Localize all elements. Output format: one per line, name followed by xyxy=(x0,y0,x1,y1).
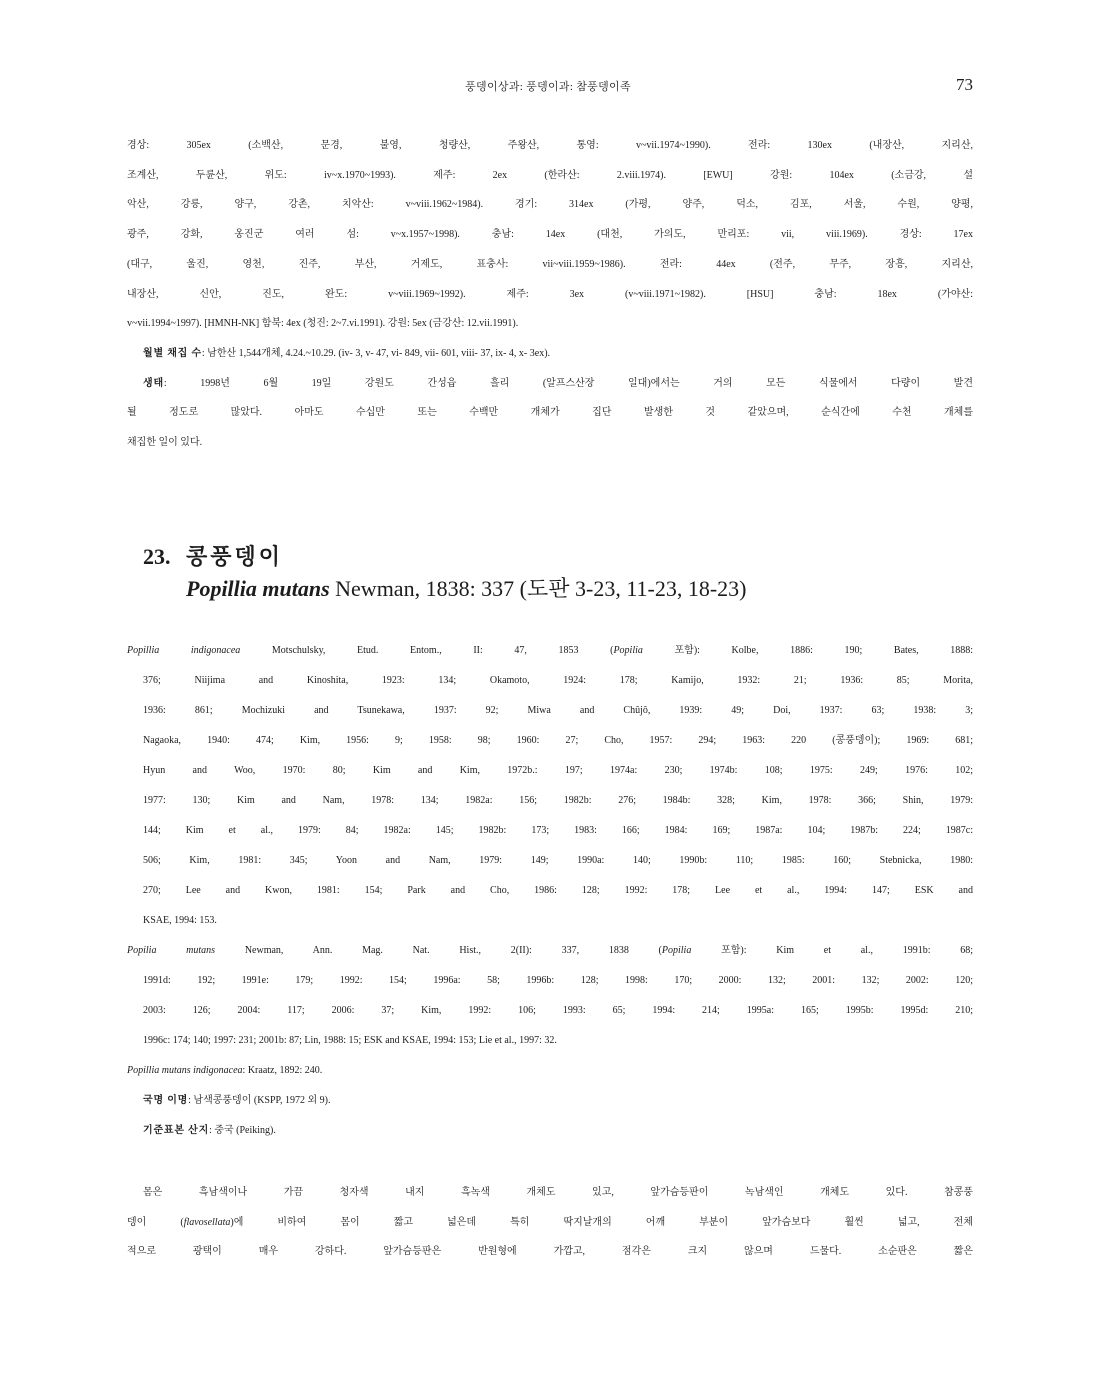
synonym-entry-first-line xyxy=(127,936,973,966)
ecology-label: 생태 xyxy=(143,377,164,389)
korean-synonym-text: : 남색콩풍뎅이 (KSPP, 1972 외 9). xyxy=(188,1095,331,1106)
synonym-genus-reference: Popilia xyxy=(613,645,643,656)
description-text: )에 비하여 몸이 짧고 넓은데 특히 딱지날개의 어깨 부분이 앞가슴보다 훨씬 넓고, 전체 xyxy=(230,1216,973,1228)
description-line: 적으로 광택이 매우 강하다. 앞가슴등판은 반원형에 가깝고, 점각은 크지 않으며 드물다. 소순판은 짧은 xyxy=(127,1246,973,1257)
synonym-reference-line: Nagaoka, 1940: 474; Kim, 1956: 9; 1958: 98; 1960: 27; Cho, 1957: 294; 1963: 220 (콩풍뎅이); 1969: 681; xyxy=(143,735,973,746)
synonym-reference-line: KSAE, 1994: 153. xyxy=(143,915,217,926)
type-locality-label: 기준표본 산지 xyxy=(143,1125,210,1136)
synonym-name: Popilia mutans xyxy=(127,945,216,956)
record-line: 악산, 강릉, 양구, 강촌, 치악산: v~viii.1962~1984). 경기: 314ex (가평, 양주, 덕소, 김포, 서울, 수원, 양평, xyxy=(127,199,973,211)
synonym-entry-first-line xyxy=(127,636,973,666)
synonym-reference-line: 2003: 126; 2004: 117; 2006: 37; Kim, 1992: 106; 1993: 65; 1994: 214; 1995a: 165; 1995b: 1995d: 210; xyxy=(143,1005,973,1016)
synonym-reference-line: 376; Niijima and Kinoshita, 1923: 134; Okamoto, 1924: 178; Kamijo, 1932: 21; 1936: 85; Morita, xyxy=(143,675,973,686)
synonym-reference-line: Hyun and Woo, 1970: 80; Kim and Kim, 1972b.: 197; 1974a: 230; 1974b: 108; 1975: 249; 1976: 102; xyxy=(143,765,973,776)
synonym-citation-continued: 포함): Kolbe, 1886: 190; Bates, 1888: xyxy=(642,645,974,656)
synonym-citation: : Kraatz, 1892: 240. xyxy=(242,1065,323,1076)
synonym-reference-line: 1936: 861; Mochizuki and Tsunekawa, 1937: 92; Miwa and Chûjô, 1939: 49; Doi, 1937: 63; 1938: 3; xyxy=(143,705,973,716)
synonym-citation-continued: 포함): Kim et al., 1991b: 68; xyxy=(691,945,973,956)
species-scientific-line xyxy=(127,573,973,605)
synonym-entry-first-line xyxy=(127,1056,973,1086)
monthly-collection-text: : 남한산 1,544개체, 4.24.~10.29. (iv- 3, v- 47, vi- 849, vii- 601, viii- 37, ix- 4, x- 3ex). xyxy=(201,347,551,359)
synonym-reference-line: 1991d: 192; 1991e: 179; 1992: 154; 1996a: 58; 1996b: 128; 1998: 170; 2000: 132; 2001: 132; 2002: 120; xyxy=(143,975,973,986)
record-line: 조계산, 두륜산, 위도: iv~x.1970~1993). 제주: 2ex (한라산: 2.viii.1974). [EWU] 강원: 104ex (소금강, 설 xyxy=(127,169,973,181)
specimen-records-section xyxy=(127,131,973,458)
species-title-line xyxy=(127,541,973,573)
synonym-name: Popillia indigonacea xyxy=(127,645,241,656)
ecology-text: : 1998년 6월 19일 강원도 간성읍 흘리 (알프스산장 일대)에서는 거의 모든 식물에서 다량이 발견 xyxy=(163,377,973,389)
synonym-reference-line: 270; Lee and Kwon, 1981: 154; Park and Cho, 1986: 128; 1992: 178; Lee et al., 1994: 147; ESK and xyxy=(143,885,973,896)
ecology-line xyxy=(127,369,973,399)
korean-synonym-line xyxy=(127,1086,973,1116)
record-line: 경상: 305ex (소백산, 문경, 불영, 청량산, 주왕산, 통영: v~vii.1974~1990). 전라: 130ex (내장산, 지리산, xyxy=(127,140,973,151)
species-number: 23. xyxy=(143,544,171,569)
species-scientific-name: Popillia mutans xyxy=(186,576,330,601)
monthly-collection-label: 월별 채집 수 xyxy=(143,347,202,359)
ecology-line: 채집한 일이 있다. xyxy=(127,437,203,449)
synonym-reference-line: 506; Kim, 1981: 345; Yoon and Nam, 1979: 149; 1990a: 140; 1990b: 110; 1985: 160; Stebnicka, 1980: xyxy=(143,855,973,866)
synonym-reference-line: 1996c: 174; 140; 1997: 231; 2001b: 87; Lin, 1988: 15; ESK and KSAE, 1994: 153; Lie et al., 1997: 32. xyxy=(143,1035,557,1046)
synonym-genus-reference: Popilia xyxy=(661,945,692,956)
description-text: 뎅이 ( xyxy=(127,1216,184,1228)
species-korean-name: 콩풍뎅이 xyxy=(186,544,284,569)
species-reference: flavosellata xyxy=(183,1216,231,1228)
record-line: (대구, 울진, 영천, 진주, 부산, 거제도, 표충사: vii~viii.1959~1986). 전라: 44ex (전주, 무주, 장흥, 지리산, xyxy=(127,258,973,270)
type-locality-line xyxy=(127,1116,973,1146)
record-line: v~vii.1994~1997). [HMNH-NK] 함북: 4ex (청진: 2~7.vi.1991). 강원: 5ex (금강산: 12.vii.1991). xyxy=(127,318,519,330)
synonymy-section xyxy=(127,636,973,1146)
ecology-line: 될 정도로 많았다. 아마도 수십만 또는 수백만 개체가 집단 발생한 것 같았으며, 순식간에 수천 개체를 xyxy=(127,407,973,419)
korean-synonym-label: 국명 이명 xyxy=(143,1095,189,1106)
synonym-name: Popillia mutans indigonacea xyxy=(127,1065,243,1076)
description-line: 몸은 흑남색이나 가끔 청자색 내지 흑녹색 개체도 있고, 앞가슴등판이 녹남색인 개체도 있다. 참콩풍 xyxy=(143,1187,973,1198)
page-number: 73 xyxy=(956,75,973,94)
species-authority: Newman, 1838: 337 (도판 3-23, 11-23, 18-23) xyxy=(335,576,747,601)
running-title: 풍뎅이상과: 풍뎅이과: 참풍뎅이족 xyxy=(465,81,631,93)
synonym-citation: Motschulsky, Etud. Entom., II: 47, 1853 ( xyxy=(240,645,614,656)
synonym-reference-line: 144; Kim et al., 1979: 84; 1982a: 145; 1982b: 173; 1983: 166; 1984: 169; 1987a: 104; 1987b: 224; 1987c: xyxy=(143,825,973,836)
record-line: 광주, 강화, 옹진군 여러 섬: v~x.1957~1998). 충남: 14ex (대천, 가의도, 만리포: vii, viii.1969). 경상: 17ex xyxy=(127,229,973,241)
description-section xyxy=(127,1178,973,1267)
monthly-collection-line xyxy=(127,339,973,369)
record-line: 내장산, 신안, 진도, 완도: v~viii.1969~1992). 제주: 3ex (v~viii.1971~1982). [HSU] 충남: 18ex (가야산: xyxy=(127,288,973,300)
synonym-reference-line: 1977: 130; Kim and Nam, 1978: 134; 1982a: 156; 1982b: 276; 1984b: 328; Kim, 1978: 366; Shin, 1979: xyxy=(143,795,973,806)
synonym-citation: Newman, Ann. Mag. Nat. Hist., 2(II): 337, 1838 ( xyxy=(215,945,662,956)
description-line xyxy=(127,1208,973,1238)
species-heading xyxy=(127,541,973,605)
type-locality-text: : 중국 (Peiking). xyxy=(209,1125,276,1136)
